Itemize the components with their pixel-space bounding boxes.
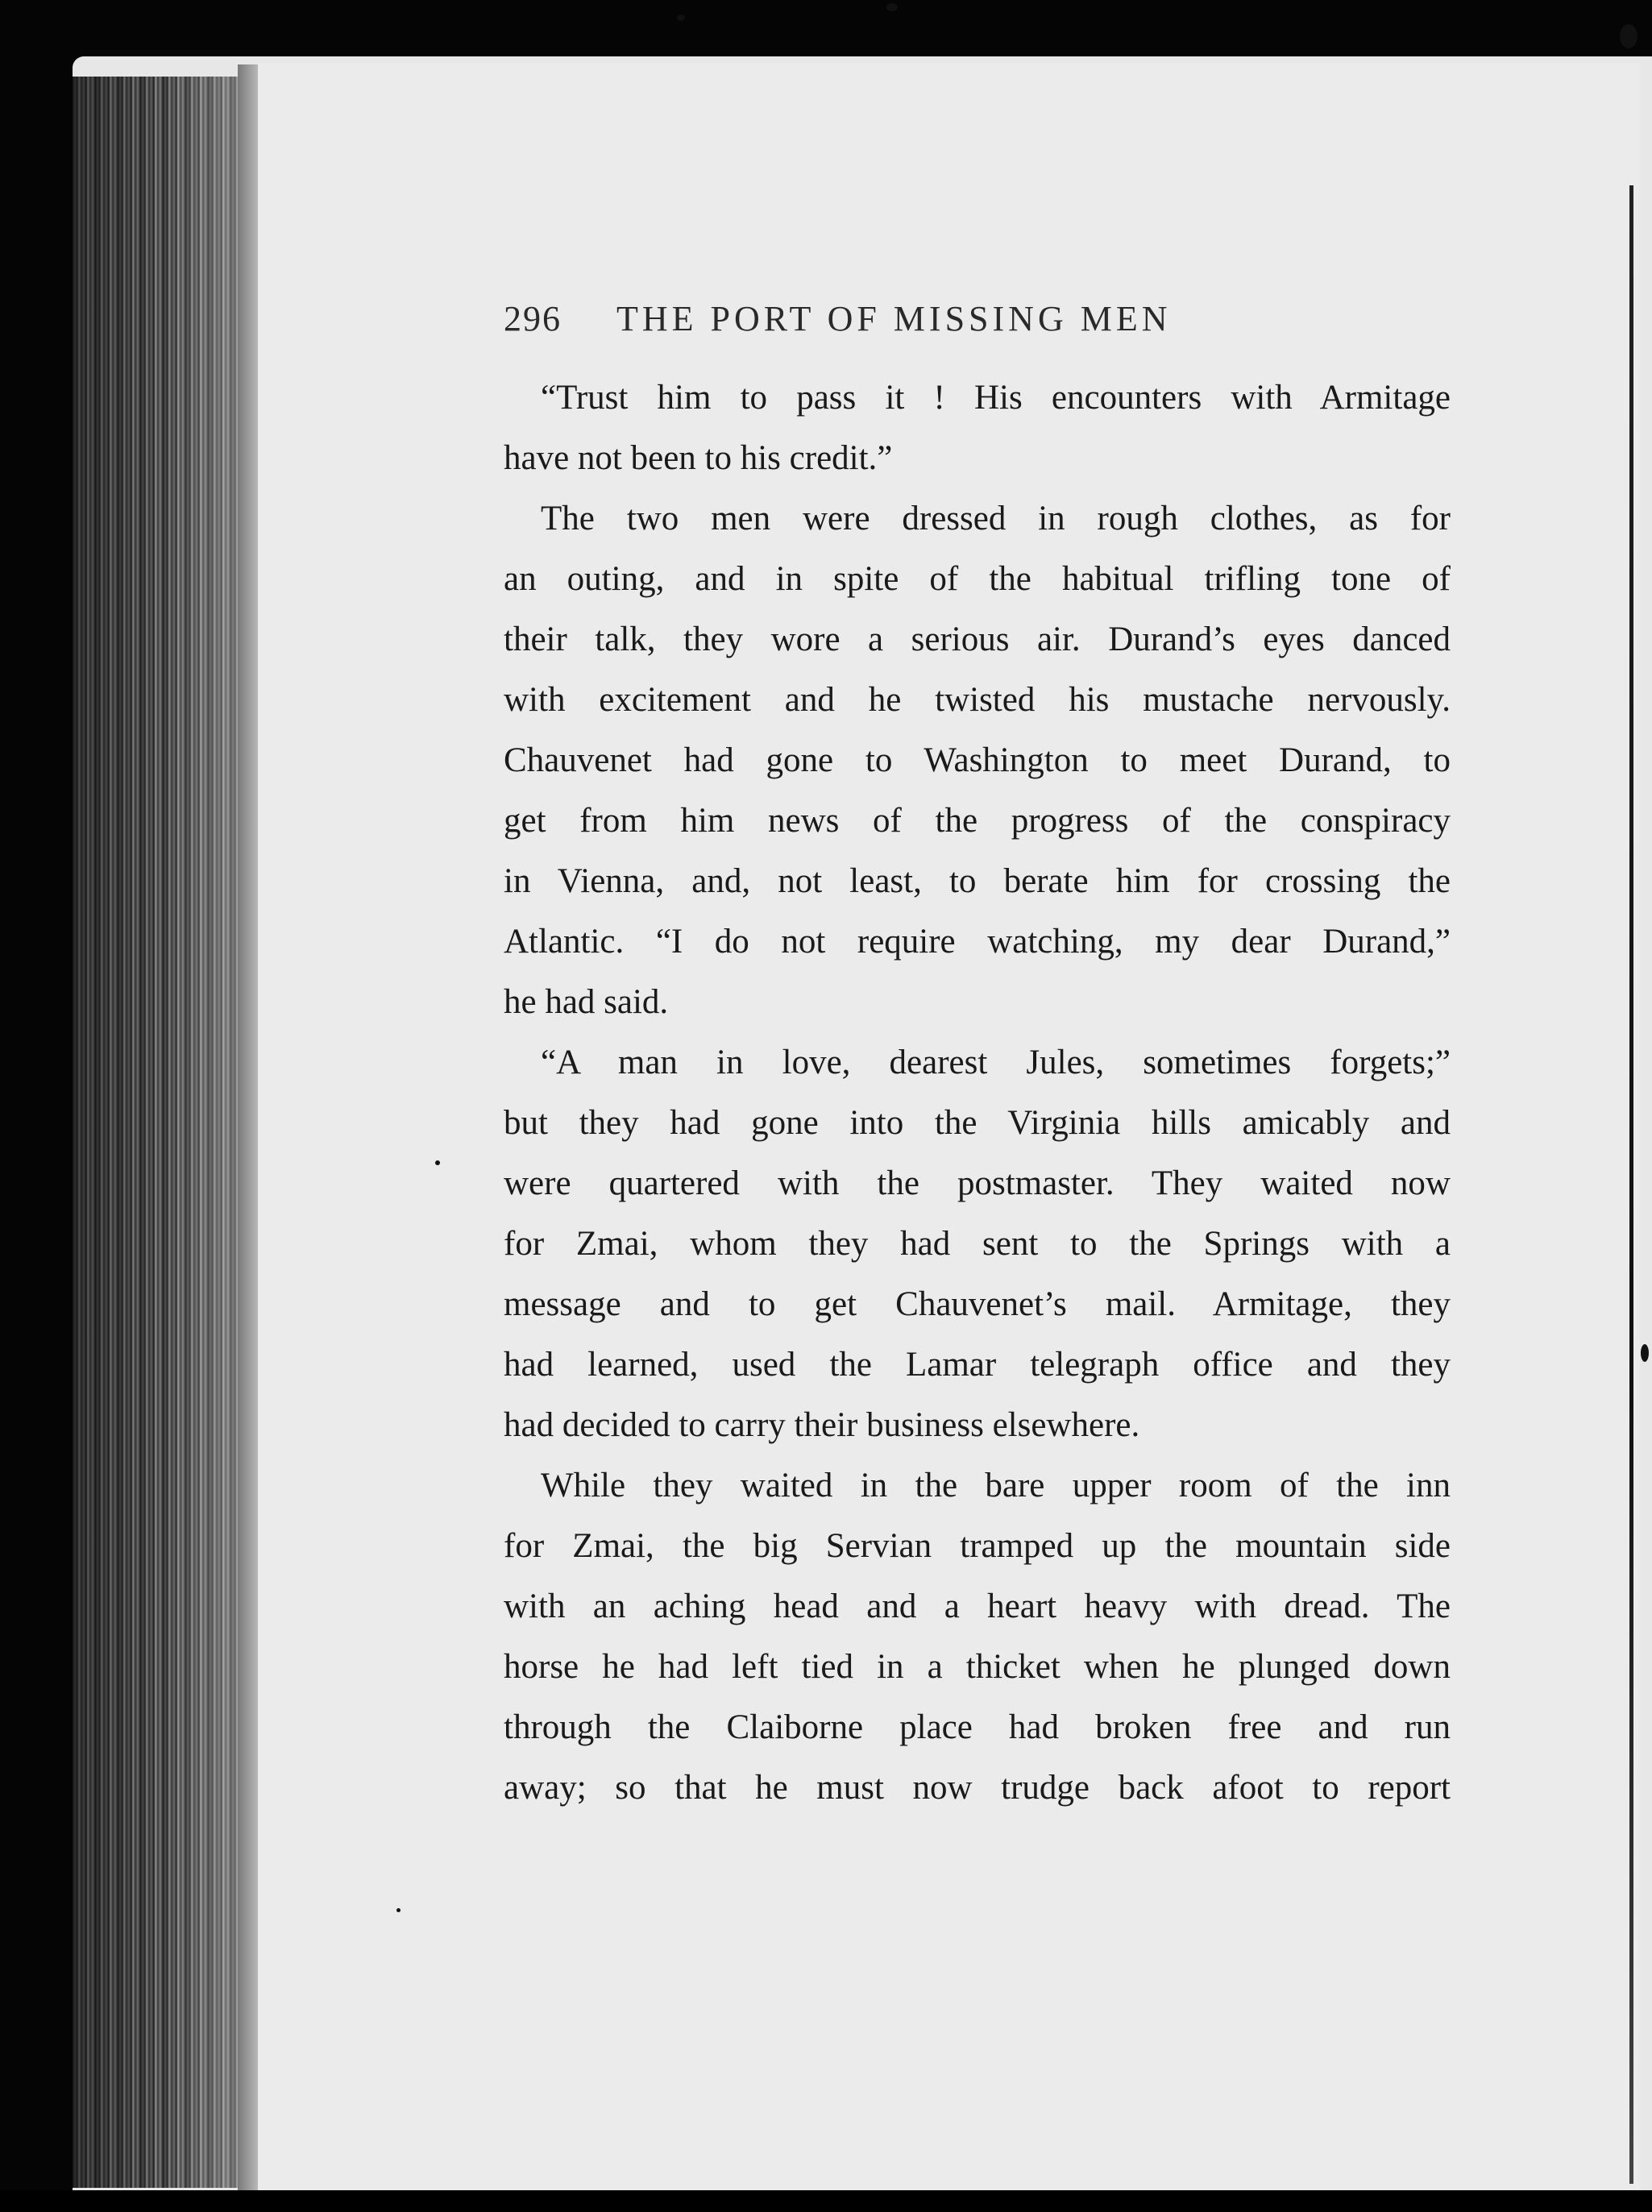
right-edge-rule (1629, 185, 1633, 2184)
text-line: an outing, and in spite of the habitual trifling tone of (504, 560, 1451, 598)
text-line: he had said. (504, 983, 669, 1021)
text-line: “Trust him to pass it ! His encounters with Armitage (541, 379, 1451, 417)
text-line: While they waited in the bare upper room of the inn (541, 1467, 1451, 1504)
text-line: for Zmai, whom they had sent to the Springs with a (504, 1225, 1451, 1263)
dust-speck (396, 1908, 401, 1912)
paragraph-4 (504, 1455, 1451, 1818)
text-line: were quartered with the postmaster. They waited now (504, 1164, 1451, 1202)
text-line: Atlantic. “I do not require watching, my dear Durand,” (504, 923, 1451, 961)
paragraph-1 (504, 367, 1451, 488)
text-line: have not been to his credit.” (504, 439, 893, 477)
dust-speck (886, 3, 898, 11)
page-edges-stack (73, 77, 242, 2188)
text-line: “A man in love, dearest Jules, sometimes forgets;” (541, 1044, 1451, 1081)
dust-speck (435, 1160, 440, 1165)
text-line: in Vienna, and, not least, to berate him for crossing the (504, 862, 1451, 900)
text-line: for Zmai, the big Servian tramped up the mountain side (504, 1527, 1451, 1565)
text-line: but they had gone into the Virginia hills amicably and (504, 1104, 1451, 1142)
text-line: The two men were dressed in rough clothes, as for (541, 500, 1451, 537)
text-line: with an aching head and a heart heavy with dread. The (504, 1587, 1451, 1625)
text-line: had decided to carry their business elsewhere. (504, 1406, 1140, 1444)
text-line: Chauvenet had gone to Washington to meet Durand, to (504, 741, 1451, 779)
page-content (504, 298, 1451, 1818)
dust-speck (1641, 1344, 1649, 1362)
page-number: 296 (504, 299, 562, 338)
paragraph-2 (504, 488, 1451, 1032)
text-line: with excitement and he twisted his mustache nervously. (504, 681, 1451, 719)
dust-speck (677, 15, 685, 21)
bottom-dark-strip (0, 2190, 1652, 2212)
running-title: THE PORT OF MISSING MEN (616, 299, 1172, 338)
text-line: through the Claiborne place had broken free and run (504, 1708, 1451, 1746)
text-line: get from him news of the progress of the conspiracy (504, 802, 1451, 840)
text-line: message and to get Chauvenet’s mail. Armitage, they (504, 1285, 1451, 1323)
running-head (504, 298, 1451, 356)
dust-speck (1620, 24, 1637, 48)
text-line: had learned, used the Lamar telegraph office and they (504, 1346, 1451, 1384)
paragraph-3 (504, 1032, 1451, 1455)
text-line: horse he had left tied in a thicket when he plunged down (504, 1648, 1451, 1686)
text-line: their talk, they wore a serious air. Durand’s eyes danced (504, 620, 1451, 658)
text-line: away; so that he must now trudge back afoot to report (504, 1769, 1451, 1807)
